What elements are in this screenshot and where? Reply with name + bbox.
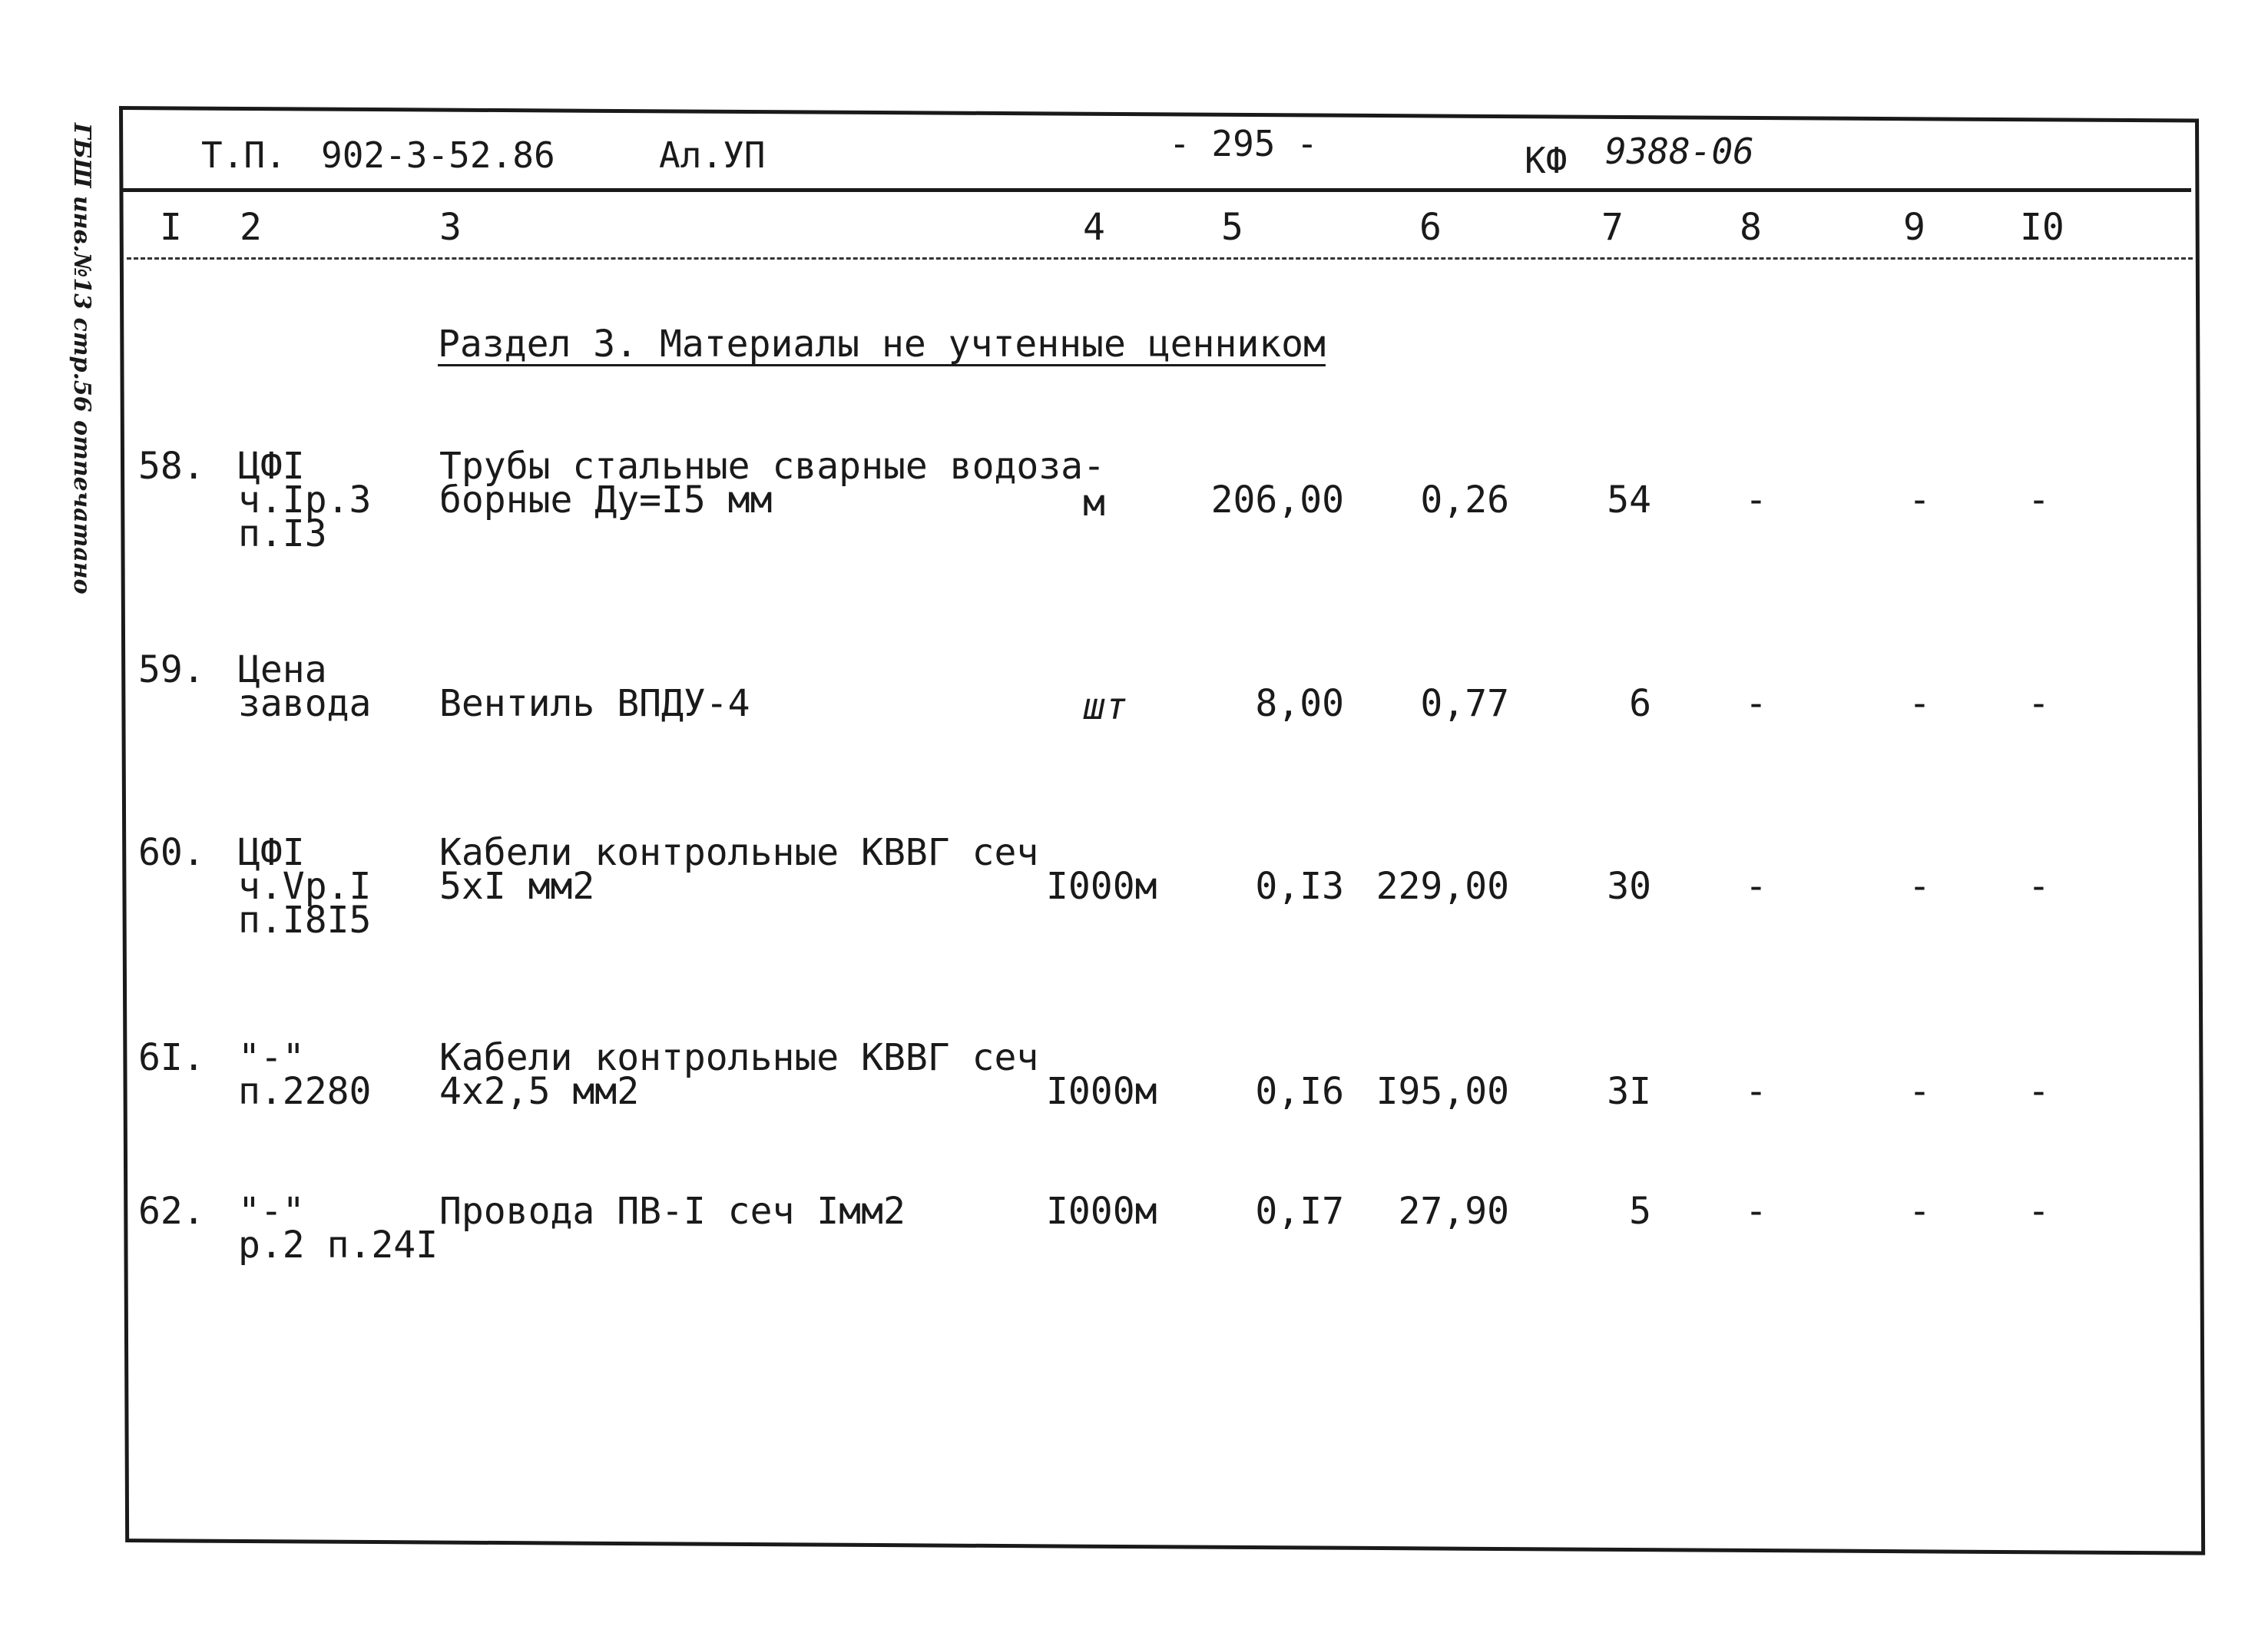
row-col-8: - [1745, 865, 1767, 908]
album-label: Ал.УП [659, 134, 766, 176]
row-col-8: - [1745, 479, 1767, 522]
row-unit-price: 229,00 [1376, 865, 1509, 908]
side-annotation-text: ГБШ инв.№13 стр.56 отпечатано [68, 123, 95, 595]
col-number-4: 4 [1083, 206, 1105, 249]
row-col-9: - [1909, 865, 1931, 908]
side-annotation [55, 123, 101, 595]
row-number: 60. [138, 831, 205, 874]
col-number-10: I0 [2020, 206, 2064, 249]
row-ref-line-2: завода [238, 682, 372, 725]
row-ref-line-2: ч.Iр.3 [238, 479, 372, 522]
row-total: 54 [1607, 479, 1651, 522]
col-number-1: I [160, 206, 182, 249]
row-number: 58. [138, 445, 205, 488]
row-name-line-1: Кабели контрольные КВВГ сеч [439, 831, 1039, 874]
row-ref-line-1: "-" [238, 1036, 305, 1079]
row-name-line-2: 4х2,5 мм2 [439, 1070, 640, 1113]
tp-number: 902-3-52.86 [321, 134, 555, 176]
row-ref-line-2: п.2280 [238, 1070, 372, 1113]
section-title: Раздел 3. Материалы не учтенные ценником [438, 323, 1326, 366]
row-quantity: 0,I7 [1255, 1190, 1344, 1233]
col-number-5: 5 [1221, 206, 1243, 249]
page-number: - 295 - [1169, 123, 1318, 164]
col-number-3: 3 [439, 206, 462, 249]
row-col-10: - [2028, 865, 2050, 908]
row-quantity: 206,00 [1210, 479, 1344, 522]
row-unit-price: I95,00 [1376, 1070, 1509, 1113]
row-name-line-1: Кабели контрольные КВВГ сеч [439, 1036, 1039, 1079]
row-total: 5 [1629, 1190, 1651, 1233]
row-col-8: - [1745, 1070, 1767, 1113]
col-number-9: 9 [1903, 206, 1925, 249]
row-ref-line-1: "-" [238, 1190, 305, 1233]
row-col-10: - [2028, 479, 2050, 522]
row-total: 30 [1607, 865, 1651, 908]
column-number-divider [127, 257, 2193, 260]
col-number-8: 8 [1740, 206, 1762, 249]
row-number: 62. [138, 1190, 205, 1233]
row-total: 6 [1629, 682, 1651, 725]
row-col-10: - [2028, 1190, 2050, 1233]
row-name-line-1: Провода ПВ-I сеч Iмм2 [439, 1190, 906, 1233]
row-col-9: - [1909, 1070, 1931, 1113]
row-unit-price: 27,90 [1398, 1190, 1509, 1233]
row-unit: I000м [1046, 865, 1157, 908]
row-number: 59. [138, 648, 205, 691]
row-unit-price: 0,77 [1420, 682, 1509, 725]
row-ref-line-1: Цена [238, 648, 327, 691]
row-number: 6I. [138, 1036, 205, 1079]
row-quantity: 0,I3 [1255, 865, 1344, 908]
row-ref-line-3: п.I8I5 [238, 899, 372, 942]
row-col-9: - [1909, 1190, 1931, 1233]
row-unit: I000м [1046, 1190, 1157, 1233]
col-number-6: 6 [1419, 206, 1442, 249]
row-ref-line-1: ЦФI [238, 445, 305, 488]
row-unit: I000м [1046, 1070, 1157, 1113]
row-unit: м [1083, 482, 1105, 525]
row-col-10: - [2028, 682, 2050, 725]
row-ref-line-3: п.I3 [238, 512, 327, 555]
header-divider [123, 188, 2191, 192]
tp-label: Т.П. [201, 134, 286, 176]
row-col-8: - [1745, 682, 1767, 725]
row-col-9: - [1909, 682, 1931, 725]
row-col-9: - [1909, 479, 1931, 522]
row-total: 3I [1607, 1070, 1651, 1113]
row-name-line-1: Трубы стальные сварные водоза- [439, 445, 1105, 488]
col-number-2: 2 [240, 206, 262, 249]
code-number: 9388-06 [1605, 131, 1754, 172]
row-quantity: 8,00 [1255, 682, 1344, 725]
row-quantity: 0,I6 [1255, 1070, 1344, 1113]
row-col-10: - [2028, 1070, 2050, 1113]
row-name-line-2: борные Ду=I5 мм [439, 479, 773, 522]
row-ref-line-1: ЦФI [238, 831, 305, 874]
row-ref-line-2: ч.Vр.I [238, 865, 372, 908]
row-unit: шт [1083, 685, 1127, 728]
row-name-line-1: Вентиль ВПДУ-4 [439, 682, 750, 725]
row-ref-line-2: р.2 п.24I [238, 1224, 439, 1267]
code-prefix: КФ [1525, 140, 1568, 181]
col-number-7: 7 [1601, 206, 1624, 249]
row-unit-price: 0,26 [1420, 479, 1509, 522]
row-col-8: - [1745, 1190, 1767, 1233]
row-name-line-2: 5хI мм2 [439, 865, 595, 908]
